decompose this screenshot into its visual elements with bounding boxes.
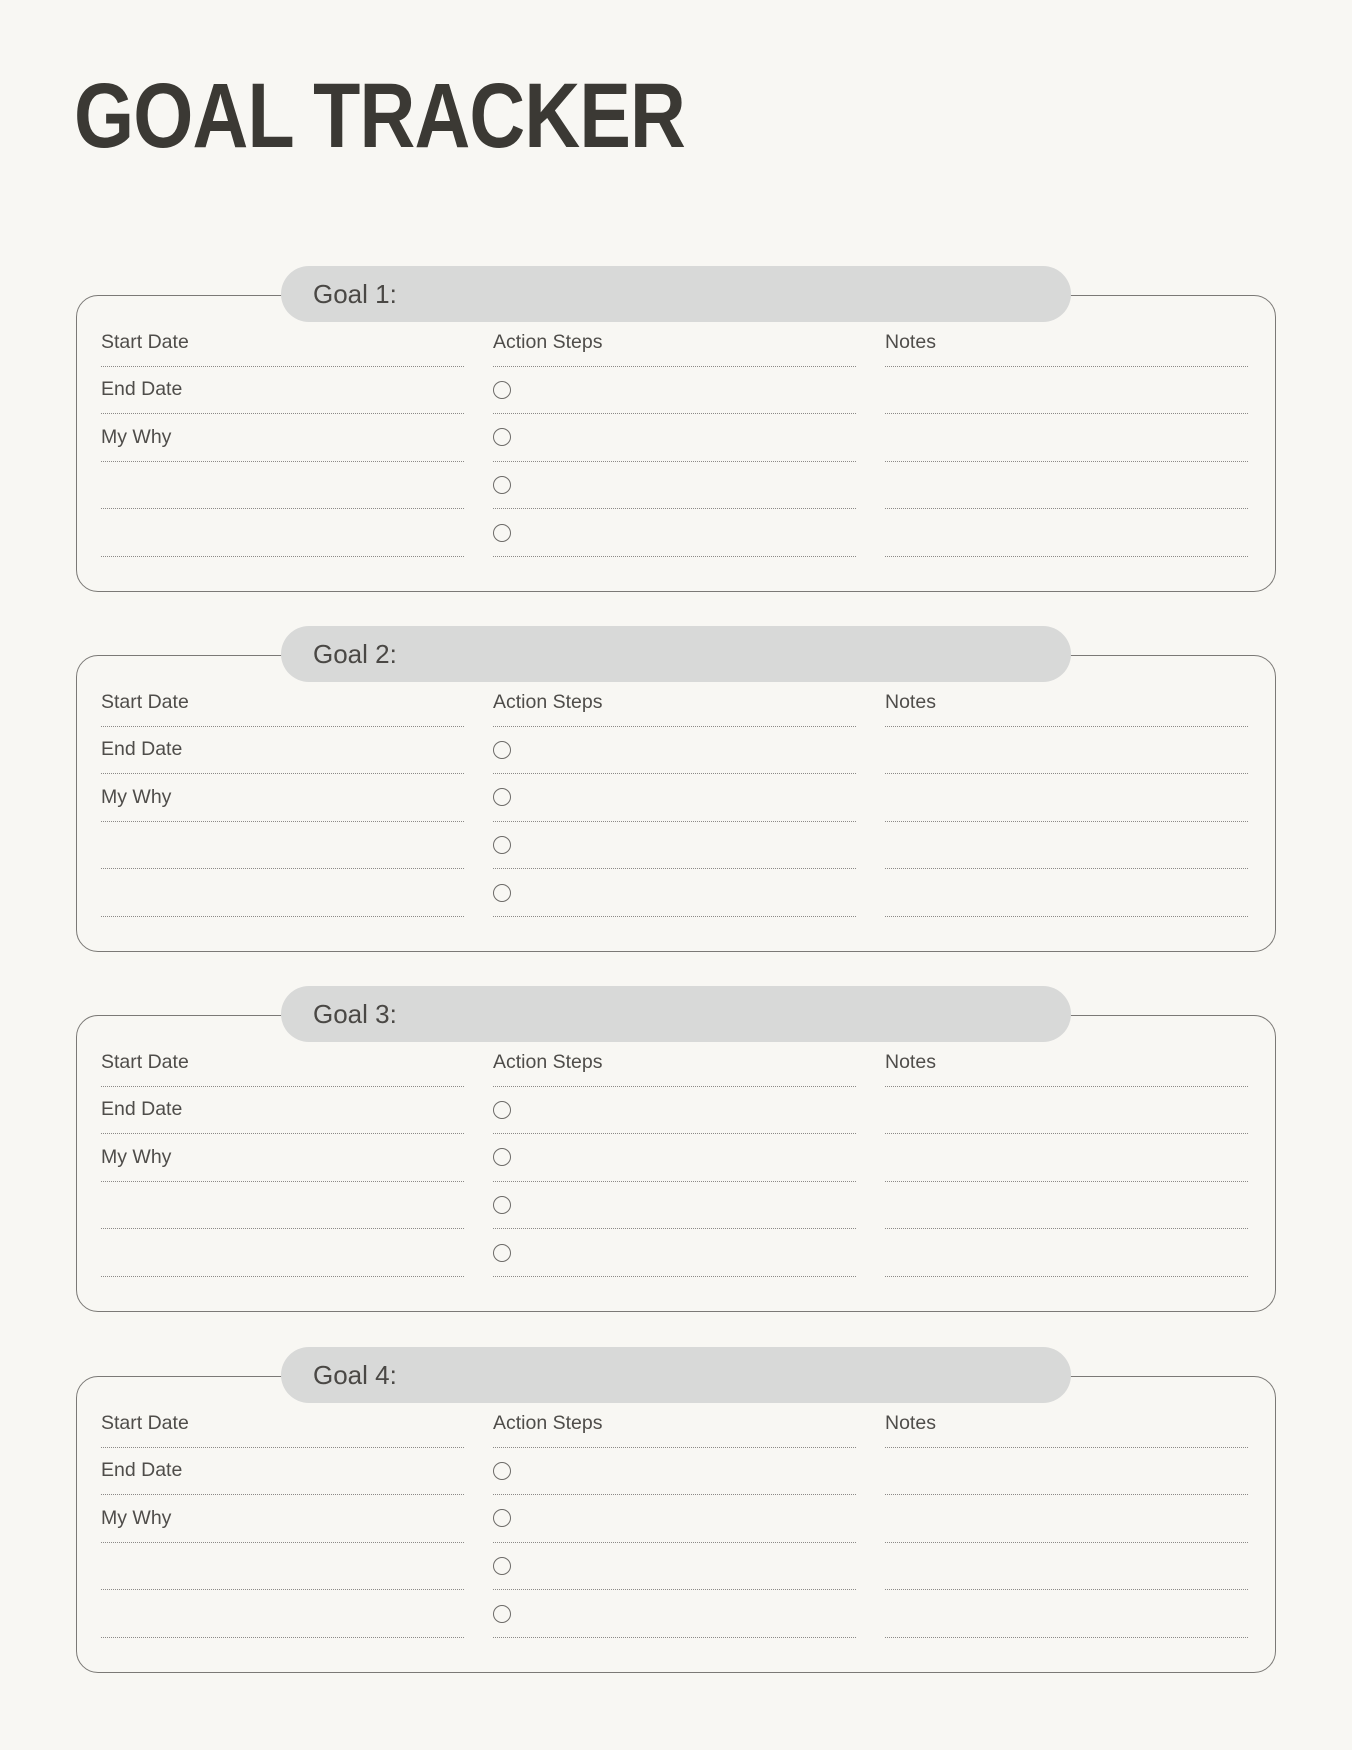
checkbox-circle-icon[interactable] [493, 1462, 511, 1480]
action-steps-column [493, 1039, 856, 1277]
notes-label: Notes [885, 1411, 936, 1434]
goal-title-field[interactable] [281, 1347, 1071, 1403]
goal-label: Goal 1: [313, 278, 397, 309]
notes-label: Notes [885, 1050, 936, 1073]
notes-column [885, 679, 1248, 917]
goal-info-column [101, 319, 464, 557]
action-step-row[interactable] [493, 1543, 856, 1591]
action-step-row[interactable] [493, 367, 856, 415]
goal-label: Goal 2: [313, 638, 397, 669]
notes-line[interactable] [885, 414, 1248, 462]
checkbox-circle-icon[interactable] [493, 1196, 511, 1214]
action-step-row[interactable] [493, 822, 856, 870]
my-why-line[interactable] [101, 1543, 464, 1591]
action-step-row[interactable] [493, 869, 856, 917]
my-why-label: My Why [101, 1145, 172, 1168]
notes-column [885, 1039, 1248, 1277]
end-date-field[interactable] [101, 1448, 464, 1496]
notes-line[interactable] [885, 774, 1248, 822]
my-why-line[interactable] [101, 1182, 464, 1230]
action-step-row[interactable] [493, 1134, 856, 1182]
end-date-label: End Date [101, 378, 183, 401]
notes-column [885, 319, 1248, 557]
end-date-field[interactable] [101, 1087, 464, 1135]
start-date-label: Start Date [101, 1050, 189, 1073]
goal-card-2 [76, 638, 1276, 952]
notes-line[interactable] [885, 1543, 1248, 1591]
checkbox-circle-icon[interactable] [493, 884, 511, 902]
notes-line[interactable] [885, 1590, 1248, 1638]
checkbox-circle-icon[interactable] [493, 428, 511, 446]
notes-line[interactable] [885, 1495, 1248, 1543]
action-step-row[interactable] [493, 727, 856, 775]
notes-line[interactable] [885, 1087, 1248, 1135]
goal-title-field[interactable] [281, 986, 1071, 1042]
notes-line[interactable] [885, 727, 1248, 775]
notes-header [885, 1400, 1248, 1448]
checkbox-circle-icon[interactable] [493, 1101, 511, 1119]
notes-line[interactable] [885, 509, 1248, 557]
checkbox-circle-icon[interactable] [493, 524, 511, 542]
action-steps-label: Action Steps [493, 1411, 603, 1434]
start-date-label: Start Date [101, 690, 189, 713]
my-why-label: My Why [101, 1506, 172, 1529]
action-steps-header [493, 319, 856, 367]
notes-line[interactable] [885, 1448, 1248, 1496]
start-date-field[interactable] [101, 1400, 464, 1448]
notes-header [885, 1039, 1248, 1087]
action-step-row[interactable] [493, 1087, 856, 1135]
checkbox-circle-icon[interactable] [493, 836, 511, 854]
notes-line[interactable] [885, 869, 1248, 917]
my-why-field[interactable] [101, 1134, 464, 1182]
checkbox-circle-icon[interactable] [493, 1148, 511, 1166]
my-why-line[interactable] [101, 462, 464, 510]
my-why-field[interactable] [101, 774, 464, 822]
action-step-row[interactable] [493, 1448, 856, 1496]
my-why-field[interactable] [101, 1495, 464, 1543]
notes-line[interactable] [885, 822, 1248, 870]
goal-info-column [101, 1039, 464, 1277]
notes-line[interactable] [885, 1134, 1248, 1182]
goal-label: Goal 4: [313, 1359, 397, 1390]
action-steps-header [493, 1039, 856, 1087]
start-date-field[interactable] [101, 1039, 464, 1087]
checkbox-circle-icon[interactable] [493, 1557, 511, 1575]
goal-card-3 [76, 998, 1276, 1312]
page-title: GOAL TRACKER [74, 65, 686, 167]
goal-info-column [101, 679, 464, 917]
start-date-label: Start Date [101, 330, 189, 353]
action-step-row[interactable] [493, 509, 856, 557]
end-date-label: End Date [101, 1459, 183, 1482]
end-date-label: End Date [101, 738, 183, 761]
notes-line[interactable] [885, 367, 1248, 415]
start-date-label: Start Date [101, 1411, 189, 1434]
action-steps-header [493, 1400, 856, 1448]
my-why-field[interactable] [101, 414, 464, 462]
goal-card-1 [76, 278, 1276, 592]
end-date-label: End Date [101, 1098, 183, 1121]
action-step-row[interactable] [493, 1182, 856, 1230]
notes-header [885, 679, 1248, 727]
action-steps-label: Action Steps [493, 330, 603, 353]
goal-label: Goal 3: [313, 998, 397, 1029]
my-why-line[interactable] [101, 822, 464, 870]
action-step-row[interactable] [493, 1495, 856, 1543]
start-date-field[interactable] [101, 319, 464, 367]
checkbox-circle-icon[interactable] [493, 1605, 511, 1623]
my-why-line[interactable] [101, 1590, 464, 1638]
goal-title-field[interactable] [281, 266, 1071, 322]
action-steps-column [493, 679, 856, 917]
action-steps-label: Action Steps [493, 1050, 603, 1073]
notes-label: Notes [885, 330, 936, 353]
goal-info-column [101, 1400, 464, 1638]
checkbox-circle-icon[interactable] [493, 476, 511, 494]
checkbox-circle-icon[interactable] [493, 1509, 511, 1527]
checkbox-circle-icon[interactable] [493, 788, 511, 806]
start-date-field[interactable] [101, 679, 464, 727]
action-step-row[interactable] [493, 462, 856, 510]
notes-label: Notes [885, 690, 936, 713]
checkbox-circle-icon[interactable] [493, 741, 511, 759]
checkbox-circle-icon[interactable] [493, 1244, 511, 1262]
notes-line[interactable] [885, 1182, 1248, 1230]
action-steps-label: Action Steps [493, 690, 603, 713]
notes-header [885, 319, 1248, 367]
checkbox-circle-icon[interactable] [493, 381, 511, 399]
my-why-line[interactable] [101, 869, 464, 917]
notes-line[interactable] [885, 462, 1248, 510]
goal-card-4 [76, 1359, 1276, 1673]
action-steps-header [493, 679, 856, 727]
my-why-line[interactable] [101, 509, 464, 557]
notes-line[interactable] [885, 1229, 1248, 1277]
action-step-row[interactable] [493, 774, 856, 822]
my-why-line[interactable] [101, 1229, 464, 1277]
action-step-row[interactable] [493, 1229, 856, 1277]
end-date-field[interactable] [101, 367, 464, 415]
my-why-label: My Why [101, 425, 172, 448]
goal-title-field[interactable] [281, 626, 1071, 682]
action-steps-column [493, 1400, 856, 1638]
action-step-row[interactable] [493, 414, 856, 462]
action-steps-column [493, 319, 856, 557]
action-step-row[interactable] [493, 1590, 856, 1638]
my-why-label: My Why [101, 785, 172, 808]
end-date-field[interactable] [101, 727, 464, 775]
notes-column [885, 1400, 1248, 1638]
